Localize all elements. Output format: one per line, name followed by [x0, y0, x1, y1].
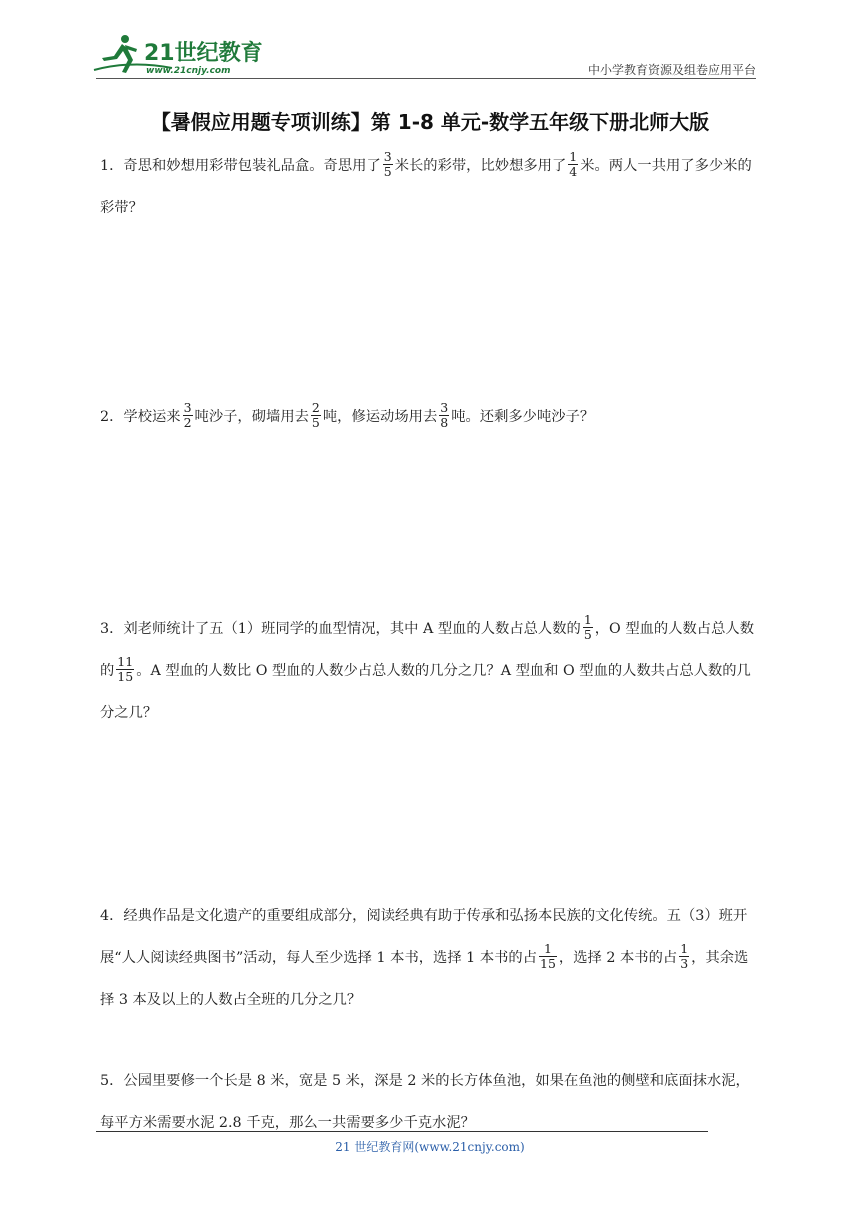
- page-header: [0, 0, 860, 80]
- header-tagline: 中小学教育资源及组卷应用平台: [587, 63, 756, 77]
- fraction: $\frac{3}{5}$: [383, 148, 392, 179]
- question-text: 米。两人一共用了多少米的彩带？: [100, 158, 752, 216]
- question-text: 3．刘老师统计了五（1）班同学的血型情况，其中 A 型血的人数占总人数的: [100, 621, 581, 637]
- question-text: 1．奇思和妙想用彩带包装礼品盒。奇思用了: [100, 158, 381, 174]
- footer-divider: [96, 1131, 708, 1132]
- question-text: 2．学校运来: [100, 409, 181, 425]
- fraction: $\frac{3}{2}$: [183, 399, 192, 430]
- question-1: [100, 145, 762, 229]
- question-text: 。A 型血的人数比 O 型血的人数少占总人数的几分之几？A 型血和 O 型血的人数共占总人数的几分之几？: [100, 663, 751, 721]
- logo-text: 21世纪教育: [144, 41, 263, 66]
- fraction: $\frac{1}{4}$: [569, 148, 578, 179]
- question-text: ，其余选择 3 本及以上的人数占全班的几分之几？: [100, 950, 749, 1008]
- page-title: 【暑假应用题专项训练】第 1-8 单元-数学五年级下册北师大版: [150, 110, 710, 134]
- question-text: 吨。还剩多少吨沙子？: [451, 409, 595, 425]
- question-text: 4．经典作品是文化遗产的重要组成部分，阅读经典有助于传承和弘扬本民族的文化传统。五（3）班开展“人人阅读经典图书”活动，每人至少选择 1 本书，选择 1 本书的占: [100, 908, 748, 966]
- fraction: $\frac{2}{5}$: [311, 399, 320, 430]
- site-logo: [92, 30, 267, 78]
- fraction: $\frac{1}{3}$: [680, 940, 689, 971]
- question-text: 吨，修运动场用去: [322, 409, 438, 425]
- page-footer: 21 世纪教育网(www.21cnjy.com): [335, 1140, 525, 1154]
- question-text: 吨沙子，砌墙用去: [194, 409, 309, 425]
- question-text: ，选择 2 本书的占: [558, 950, 678, 966]
- question-text: ，O 型血的人数占总人数的: [100, 621, 754, 679]
- question-text: 5．公园里要修一个长是 8 米，宽是 5 米，深是 2 米的长方体鱼池，如果在鱼池的侧壁和底面抹水泥，每平方米需要水泥 2.8 千克，那么一共需要多少千克水泥？: [100, 1073, 750, 1131]
- fraction: $\frac{11}{15}$: [117, 653, 134, 684]
- fraction: $\frac{1}{5}$: [583, 611, 592, 642]
- question-2: [100, 396, 762, 438]
- question-4: [100, 895, 762, 1021]
- question-text: 米长的彩带，比妙想多用了: [394, 158, 567, 174]
- header-divider: [96, 78, 756, 79]
- runner-logo-icon: [92, 30, 267, 78]
- fraction: $\frac{1}{15}$: [540, 940, 556, 971]
- question-3: [100, 608, 762, 734]
- logo-url: www.21cnjy.com: [146, 66, 231, 76]
- fraction: $\frac{3}{8}$: [440, 399, 449, 430]
